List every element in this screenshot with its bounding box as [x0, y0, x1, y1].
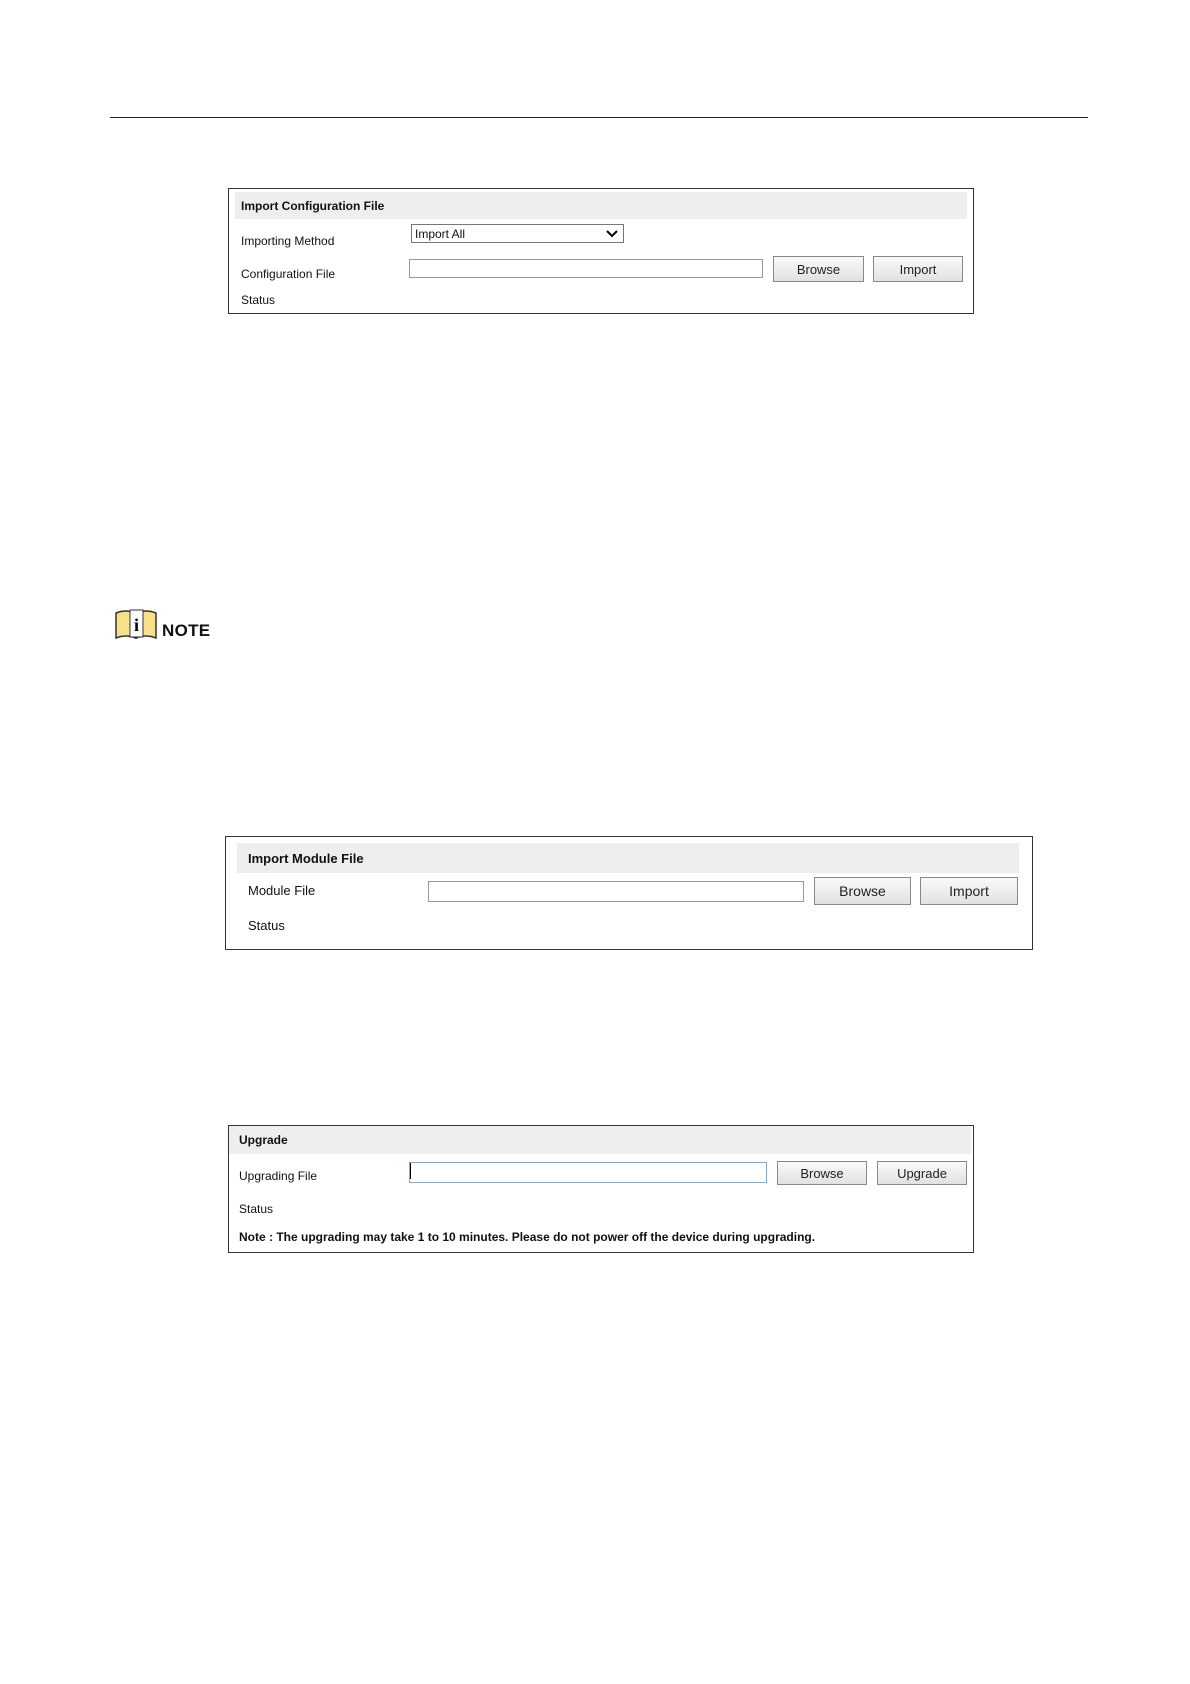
- upgrade-note: Note : The upgrading may take 1 to 10 minutes. Please do not power off the device during upgrading.: [239, 1230, 816, 1244]
- upgrade-button[interactable]: Upgrade: [877, 1161, 967, 1185]
- module-file-label: Module File: [248, 883, 316, 898]
- status-label: Status: [248, 918, 285, 933]
- upgrading-file-label: Upgrading File: [239, 1169, 318, 1183]
- browse-button[interactable]: Browse: [814, 877, 911, 905]
- import-config-panel: [228, 188, 974, 314]
- panel-title: Upgrade: [229, 1126, 971, 1154]
- page-header-rule: [110, 117, 1088, 118]
- info-book-icon: [114, 607, 159, 640]
- status-label: Status: [241, 293, 276, 307]
- note-label: NOTE: [162, 621, 211, 640]
- upgrade-panel: [228, 1125, 974, 1253]
- import-button[interactable]: Import: [873, 256, 963, 282]
- configuration-file-label: Configuration File: [241, 267, 336, 281]
- importing-method-select[interactable]: [411, 224, 624, 243]
- panel-title: Import Module File: [237, 843, 1019, 873]
- module-file-input[interactable]: [428, 881, 804, 902]
- browse-button[interactable]: Browse: [777, 1161, 867, 1185]
- importing-method-label: Importing Method: [241, 234, 335, 248]
- import-module-panel: [225, 836, 1033, 950]
- importing-method-value: Import All: [415, 226, 466, 241]
- browse-button[interactable]: Browse: [773, 256, 864, 282]
- status-label: Status: [239, 1202, 274, 1216]
- configuration-file-input[interactable]: [409, 259, 763, 278]
- chevron-down-icon: [605, 227, 619, 241]
- svg-text:i: i: [133, 615, 140, 635]
- upgrading-file-input[interactable]: [409, 1162, 767, 1183]
- text-caret: [410, 1163, 411, 1179]
- panel-title: Import Configuration File: [235, 192, 967, 219]
- import-button[interactable]: Import: [920, 877, 1018, 905]
